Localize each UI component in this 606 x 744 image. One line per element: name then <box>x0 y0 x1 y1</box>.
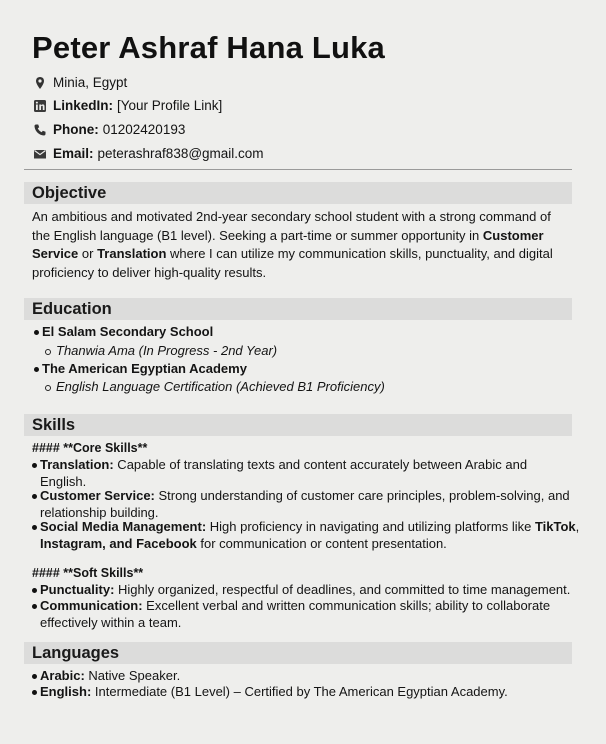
contact-linkedin <box>33 98 222 113</box>
skill-item-social-media: Social Media Management: High proficiency in navigating and utilizing platforms like TikTok, Instagram, and Facebook for communication or content presentation. <box>40 519 580 552</box>
skill-item-translation: Translation: Capable of translating texts and content accurately between Arabic and English. <box>40 457 560 490</box>
bullet-dot <box>32 604 37 609</box>
language-item-english: English: Intermediate (B1 Level) – Certified by The American Egyptian Academy. <box>40 684 508 701</box>
bullet-dot <box>32 525 37 530</box>
education-heading: Education <box>32 300 112 318</box>
location-text: Minia, Egypt <box>53 75 128 90</box>
languages-heading: Languages <box>32 644 120 662</box>
objective-bold-customer-service: Customer Service <box>32 227 544 261</box>
linkedin-link[interactable]: [Your Profile Link] <box>117 98 223 113</box>
core-skills-heading: #### **Core Skills** <box>32 441 148 455</box>
bullet-ring <box>45 349 51 355</box>
bullet-dot <box>34 367 39 372</box>
education-item-school: The American Egyptian Academy <box>42 361 247 378</box>
header-divider <box>24 169 572 170</box>
location-pin-icon <box>33 76 47 90</box>
contact-phone <box>33 122 185 137</box>
objective-paragraph: An ambitious and motivated 2nd-year secondary school student with a strong command of the English language (B1 level). Seeking a part-time or summer opportunity in Customer Service or Translation where I can utilize my communication skills, punctuality, and digital proficiency to deliver high-quality results. <box>32 209 553 280</box>
languages-heading-bar <box>24 642 572 664</box>
candidate-name: Peter Ashraf Hana Luka <box>32 30 385 65</box>
contact-location <box>33 75 127 90</box>
bullet-dot <box>32 463 37 468</box>
bullet-dot <box>32 494 37 499</box>
linkedin-label: LinkedIn: <box>53 98 113 113</box>
skill-item-communication: Communication: Excellent verbal and written communication skills; ability to collaborate effectively within a team. <box>40 598 570 631</box>
objective-bold-translation: Translation <box>97 246 167 261</box>
education-item-detail: English Language Certification (Achieved B1 Proficiency) <box>56 379 385 396</box>
objective-heading-bar <box>24 182 572 204</box>
education-heading-bar <box>24 298 572 320</box>
soft-skills-heading: #### **Soft Skills** <box>32 566 144 580</box>
envelope-icon <box>33 147 47 161</box>
email-label: Email: <box>53 146 94 161</box>
education-item-school: El Salam Secondary School <box>42 324 213 341</box>
bullet-dot <box>32 690 37 695</box>
objective-heading: Objective <box>32 184 107 202</box>
phone-icon <box>33 123 47 137</box>
phone-label: Phone: <box>53 122 99 137</box>
bullet-dot <box>32 674 37 679</box>
skills-heading: Skills <box>32 416 76 434</box>
bullet-ring <box>45 385 51 391</box>
phone-value: 01202420193 <box>102 122 186 137</box>
language-item-arabic: Arabic: Native Speaker. <box>40 668 180 685</box>
education-item-detail: Thanwia Ama (In Progress - 2nd Year) <box>56 343 277 360</box>
email-link[interactable]: peterashraf838@gmail.com <box>97 146 264 161</box>
skill-item-customer-service: Customer Service: Strong understanding of customer care principles, problem-solving, and relationship building. <box>40 488 570 521</box>
linkedin-icon <box>33 99 47 113</box>
bullet-dot <box>34 330 39 335</box>
skill-item-punctuality: Punctuality: Highly organized, respectful of deadlines, and committed to time management. <box>40 582 580 599</box>
bullet-dot <box>32 588 37 593</box>
skills-heading-bar <box>24 414 572 436</box>
contact-email <box>33 146 264 161</box>
